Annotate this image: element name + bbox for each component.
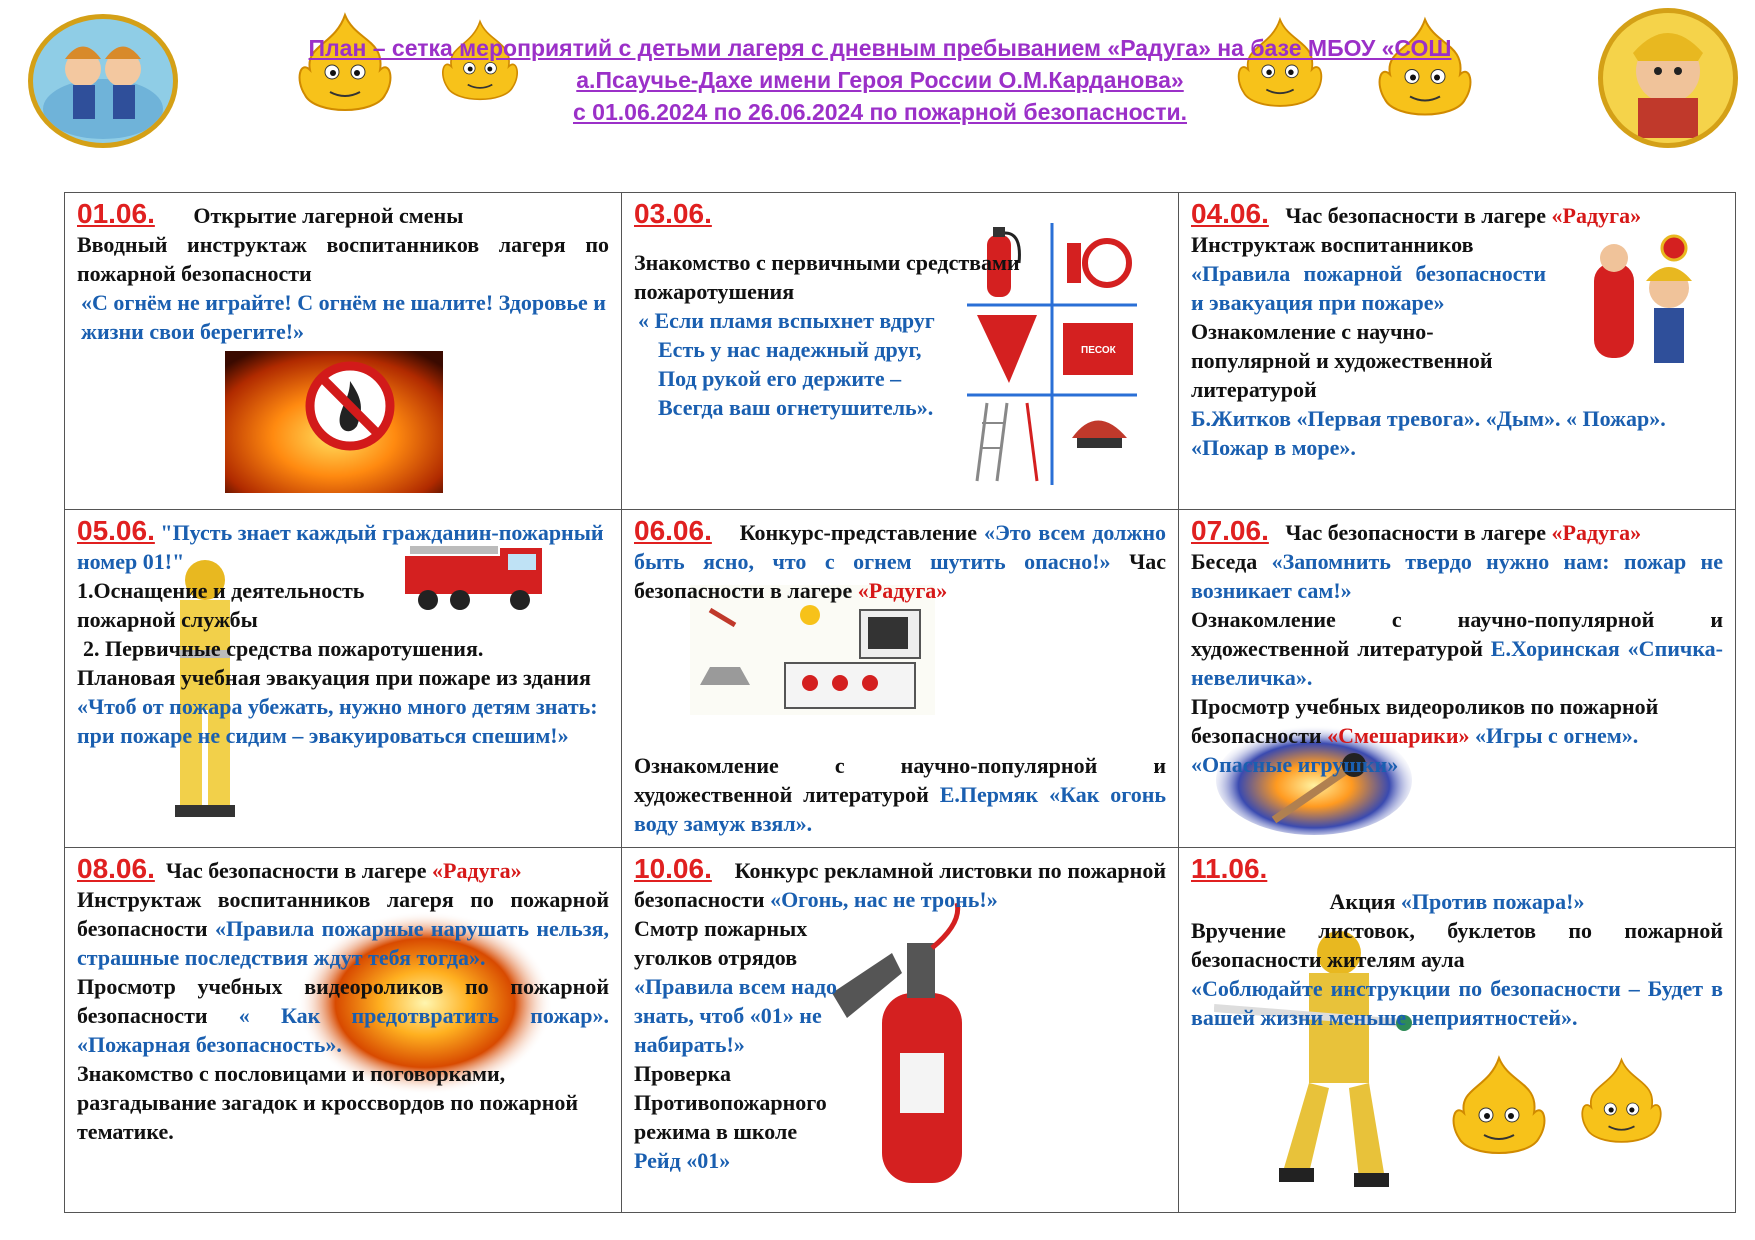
cell-heading: Час безопасности в лагере: [1285, 520, 1547, 545]
cell-text: Ознакомление с научно-популярной и художественной литературой: [1191, 607, 1723, 661]
cell-heading: "Пусть знает каждый гражданин-пожарный номер 01!": [77, 520, 604, 574]
cell-date: 10.06.: [634, 853, 712, 884]
fire-flame-icon: [1444, 1053, 1554, 1163]
poem-line: Под рукой его держите –: [658, 366, 902, 391]
cell-06-06: [622, 510, 1179, 848]
cell-date: 05.06.: [77, 515, 155, 546]
cell-text: Знакомство с первичными средствами пожаротушения: [634, 250, 1020, 304]
cell-text: Беседа: [1191, 549, 1258, 574]
cell-text-part: Плановая учебная эвакуация при пожаре из здания: [77, 665, 591, 690]
camp-name: «Радуга»: [432, 858, 522, 883]
cell-11-06: [1179, 848, 1736, 1213]
cell-text: Проверка Противопожарного режима в школе: [634, 1061, 827, 1144]
camp-name: «Радуга»: [1551, 203, 1642, 228]
fire-flame-icon: [1574, 1043, 1669, 1163]
cell-heading: Час безопасности в лагере: [1285, 203, 1547, 228]
cell-quote: «Огонь, нас не тронь!»: [770, 887, 998, 912]
cell-books: Е.Пермяк «Как огонь воду замуж взял».: [634, 782, 1167, 836]
cell-date: 01.06.: [77, 198, 155, 229]
cell-04-06: [1179, 193, 1736, 510]
cell-date: 03.06.: [634, 198, 712, 229]
cell-blue-title: «Игры с огнем». «Опасные игрушки»: [1191, 723, 1639, 777]
cell-text: [77, 663, 609, 750]
cell-07-06: [1179, 510, 1736, 848]
page-title: [200, 32, 1560, 128]
cell-quote: «Чтоб от пожара убежать, нужно много детям знать: при пожаре не сидим – эвакуироваться спешим!»: [77, 694, 598, 748]
cell-quote: « Как предотвратить пожар». «Пожарная безопасность».: [77, 1003, 610, 1057]
cell-text: Знакомство с пословицами и поговорками, разгадывание загадок и кроссвордов по пожарной тематике.: [77, 1061, 579, 1144]
cell-text: Час безопасности в лагере: [634, 549, 1166, 603]
title-line-3: с 01.06.2024 по 26.06.2024 по пожарной безопасности.: [573, 99, 1187, 125]
cell-quote: «Правила всем надо знать, чтоб «01» не набирать!»: [634, 974, 837, 1057]
cell-author: Е.Хоринская «Спичка-невеличка».: [1191, 636, 1723, 690]
cell-date: 08.06.: [77, 853, 155, 884]
cell-05-06: [65, 510, 622, 848]
activity-grid: [64, 192, 1736, 1213]
cell-10-06: [622, 848, 1179, 1213]
cell-text: Смотр пожарных уголков отрядов: [634, 916, 808, 970]
cell-quote: «Соблюдайте инструкции по безопасности – Будет в вашей жизни меньше неприятностей».: [1191, 976, 1723, 1030]
cell-08-06: [65, 848, 622, 1213]
list-item: 1.Оснащение и деятельность пожарной службы: [77, 578, 365, 632]
title-line-1: План – сетка мероприятий с детьми лагеря с дневным пребыванием «Радуга» на базе МБОУ «СОШ: [308, 35, 1452, 61]
cell-heading: Конкурс-представление: [739, 520, 978, 545]
cell-red-title: «Смешарики»: [1327, 723, 1470, 748]
cell-01-06: [65, 193, 622, 510]
cell-text: Инструктаж воспитанников: [1191, 232, 1474, 257]
cell-text: Просмотр учебных видеороликов по пожарной безопасности: [77, 974, 609, 1028]
cell-heading: Конкурс рекламной листовки по пожарной безопасности: [634, 858, 1166, 912]
cell-quote: «Правила пожарной безопасности и эвакуация при пожаре»: [1191, 261, 1546, 315]
cell-text: Рейд «01»: [634, 1148, 731, 1173]
cell-quote: «Это всем должно быть ясно, что с огнем шутить опасно!»: [634, 520, 1167, 574]
cell-text: Вручение листовок, буклетов по пожарной безопасности жителям аула: [1191, 918, 1723, 972]
cell-quote: «С огнём не играйте! С огнём не шалите! Здоровье и жизни свои берегите!»: [81, 290, 606, 344]
cell-text-part: Ознакомление с научно-популярной и художественной литературой: [634, 753, 1166, 807]
cell-quote: «Правила пожарные нарушать нельзя, страшные последствия ждут тебя тогда».: [77, 916, 610, 970]
cell-text: Инструктаж воспитанников лагеря по пожарной безопасности: [77, 887, 609, 941]
cell-date: 06.06.: [634, 515, 712, 546]
sand-box-label: ПЕСОК: [1081, 345, 1116, 356]
list-item: 2. Первичные средства пожаротушения.: [83, 636, 484, 661]
poem-line: Всегда ваш огнетушитель».: [658, 395, 934, 420]
cell-date: 11.06.: [1191, 853, 1268, 884]
right-emblem-icon: [1598, 8, 1738, 148]
cell-heading: Час безопасности в лагере: [165, 858, 427, 883]
page-header: [0, 0, 1755, 170]
title-line-2: а.Псаучье-Дахе имени Героя России О.М.Карданова»: [576, 67, 1184, 93]
cell-03-06: [622, 193, 1179, 510]
cell-date: 04.06.: [1191, 198, 1269, 229]
cell-text: Просмотр учебных видеороликов по пожарной безопасности: [1191, 694, 1659, 748]
cell-text: Ознакомление с научно-популярной и художественной литературой: [1191, 319, 1493, 402]
cell-text: [634, 751, 1166, 838]
left-emblem-icon: [28, 14, 178, 148]
no-fire-icon: [225, 351, 443, 493]
cell-heading: Акция: [1329, 889, 1396, 914]
camp-name: «Радуга»: [857, 578, 948, 603]
poem-line: « Если пламя вспыхнет вдруг: [638, 308, 935, 333]
cell-heading-blue: «Против пожара!»: [1400, 889, 1585, 914]
cell-text: Вводный инструктаж воспитанников лагеря по пожарной безопасности: [77, 232, 609, 286]
camp-name: «Радуга»: [1551, 520, 1642, 545]
cell-books: Б.Житков «Первая тревога». «Дым». « Пожар». «Пожар в море».: [1191, 406, 1666, 460]
cell-heading: Открытие лагерной смены: [193, 203, 464, 228]
cell-date: 07.06.: [1191, 515, 1269, 546]
poem-line: Есть у нас надежный друг,: [658, 337, 922, 362]
cell-quote: «Запомнить твердо нужно нам: пожар не возникает сам!»: [1191, 549, 1724, 603]
